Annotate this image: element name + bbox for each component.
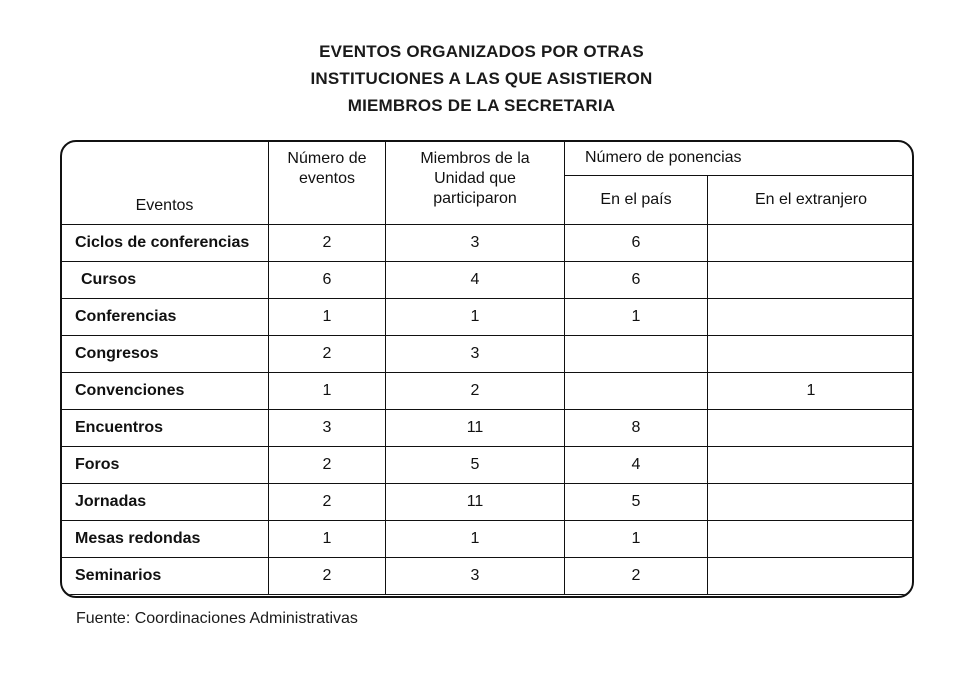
cell-extranjero: [708, 262, 915, 299]
cell-miembros: 5: [386, 447, 565, 484]
cell-evento: Congresos: [61, 336, 269, 373]
events-table: [60, 140, 914, 595]
events-table-frame: [60, 140, 914, 598]
source-note: Fuente: Coordinaciones Administrativas: [76, 610, 358, 627]
cell-pais: 6: [565, 262, 708, 299]
cell-extranjero: [708, 484, 915, 521]
cell-evento: Convenciones: [61, 373, 269, 410]
table-row: [61, 299, 915, 336]
cell-numero: 1: [269, 299, 386, 336]
table-row: [61, 558, 915, 595]
table-row: [61, 521, 915, 558]
table-row: [61, 336, 915, 373]
cell-pais: 4: [565, 447, 708, 484]
document-title: [0, 38, 963, 119]
header-eventos: Eventos: [61, 141, 269, 225]
table-row: [61, 484, 915, 521]
cell-numero: 1: [269, 373, 386, 410]
header-en-pais: En el país: [565, 176, 708, 225]
cell-extranjero: 1: [708, 373, 915, 410]
cell-evento: Mesas redondas: [61, 521, 269, 558]
cell-numero: 3: [269, 410, 386, 447]
cell-evento: Jornadas: [61, 484, 269, 521]
cell-extranjero: [708, 336, 915, 373]
cell-evento: Cursos: [61, 262, 269, 299]
cell-evento: Foros: [61, 447, 269, 484]
cell-pais: 5: [565, 484, 708, 521]
cell-miembros: 1: [386, 521, 565, 558]
table-row: [61, 225, 915, 262]
cell-miembros: 2: [386, 373, 565, 410]
cell-miembros: 11: [386, 484, 565, 521]
cell-numero: 2: [269, 225, 386, 262]
cell-pais: [565, 373, 708, 410]
cell-miembros: 3: [386, 225, 565, 262]
cell-miembros: 3: [386, 336, 565, 373]
cell-miembros: 1: [386, 299, 565, 336]
title-line-1: EVENTOS ORGANIZADOS POR OTRAS: [319, 42, 644, 61]
cell-evento: Ciclos de conferencias: [61, 225, 269, 262]
header-en-extranjero: En el extranjero: [708, 176, 915, 225]
cell-pais: 1: [565, 521, 708, 558]
cell-pais: 1: [565, 299, 708, 336]
header-ponencias: Número de ponencias: [565, 141, 915, 176]
cell-extranjero: [708, 558, 915, 595]
cell-extranjero: [708, 447, 915, 484]
cell-miembros: 4: [386, 262, 565, 299]
cell-extranjero: [708, 299, 915, 336]
table-row: [61, 262, 915, 299]
title-line-3: MIEMBROS DE LA SECRETARIA: [347, 96, 616, 115]
cell-evento: Conferencias: [61, 299, 269, 336]
cell-miembros: 3: [386, 558, 565, 595]
cell-pais: 2: [565, 558, 708, 595]
cell-numero: 2: [269, 484, 386, 521]
cell-miembros: 11: [386, 410, 565, 447]
title-line-2: INSTITUCIONES A LAS QUE ASISTIERON: [310, 69, 653, 88]
cell-numero: 2: [269, 558, 386, 595]
table-row: [61, 410, 915, 447]
cell-pais: [565, 336, 708, 373]
cell-numero: 2: [269, 447, 386, 484]
cell-extranjero: [708, 225, 915, 262]
table-row: [61, 373, 915, 410]
cell-pais: 8: [565, 410, 708, 447]
cell-numero: 6: [269, 262, 386, 299]
cell-extranjero: [708, 521, 915, 558]
cell-evento: Seminarios: [61, 558, 269, 595]
header-numero-eventos: Número de eventos: [269, 141, 386, 225]
table-row: [61, 447, 915, 484]
cell-pais: 6: [565, 225, 708, 262]
cell-numero: 2: [269, 336, 386, 373]
cell-evento: Encuentros: [61, 410, 269, 447]
cell-extranjero: [708, 410, 915, 447]
header-miembros: Miembros de la Unidad que participaron: [386, 141, 565, 225]
cell-numero: 1: [269, 521, 386, 558]
